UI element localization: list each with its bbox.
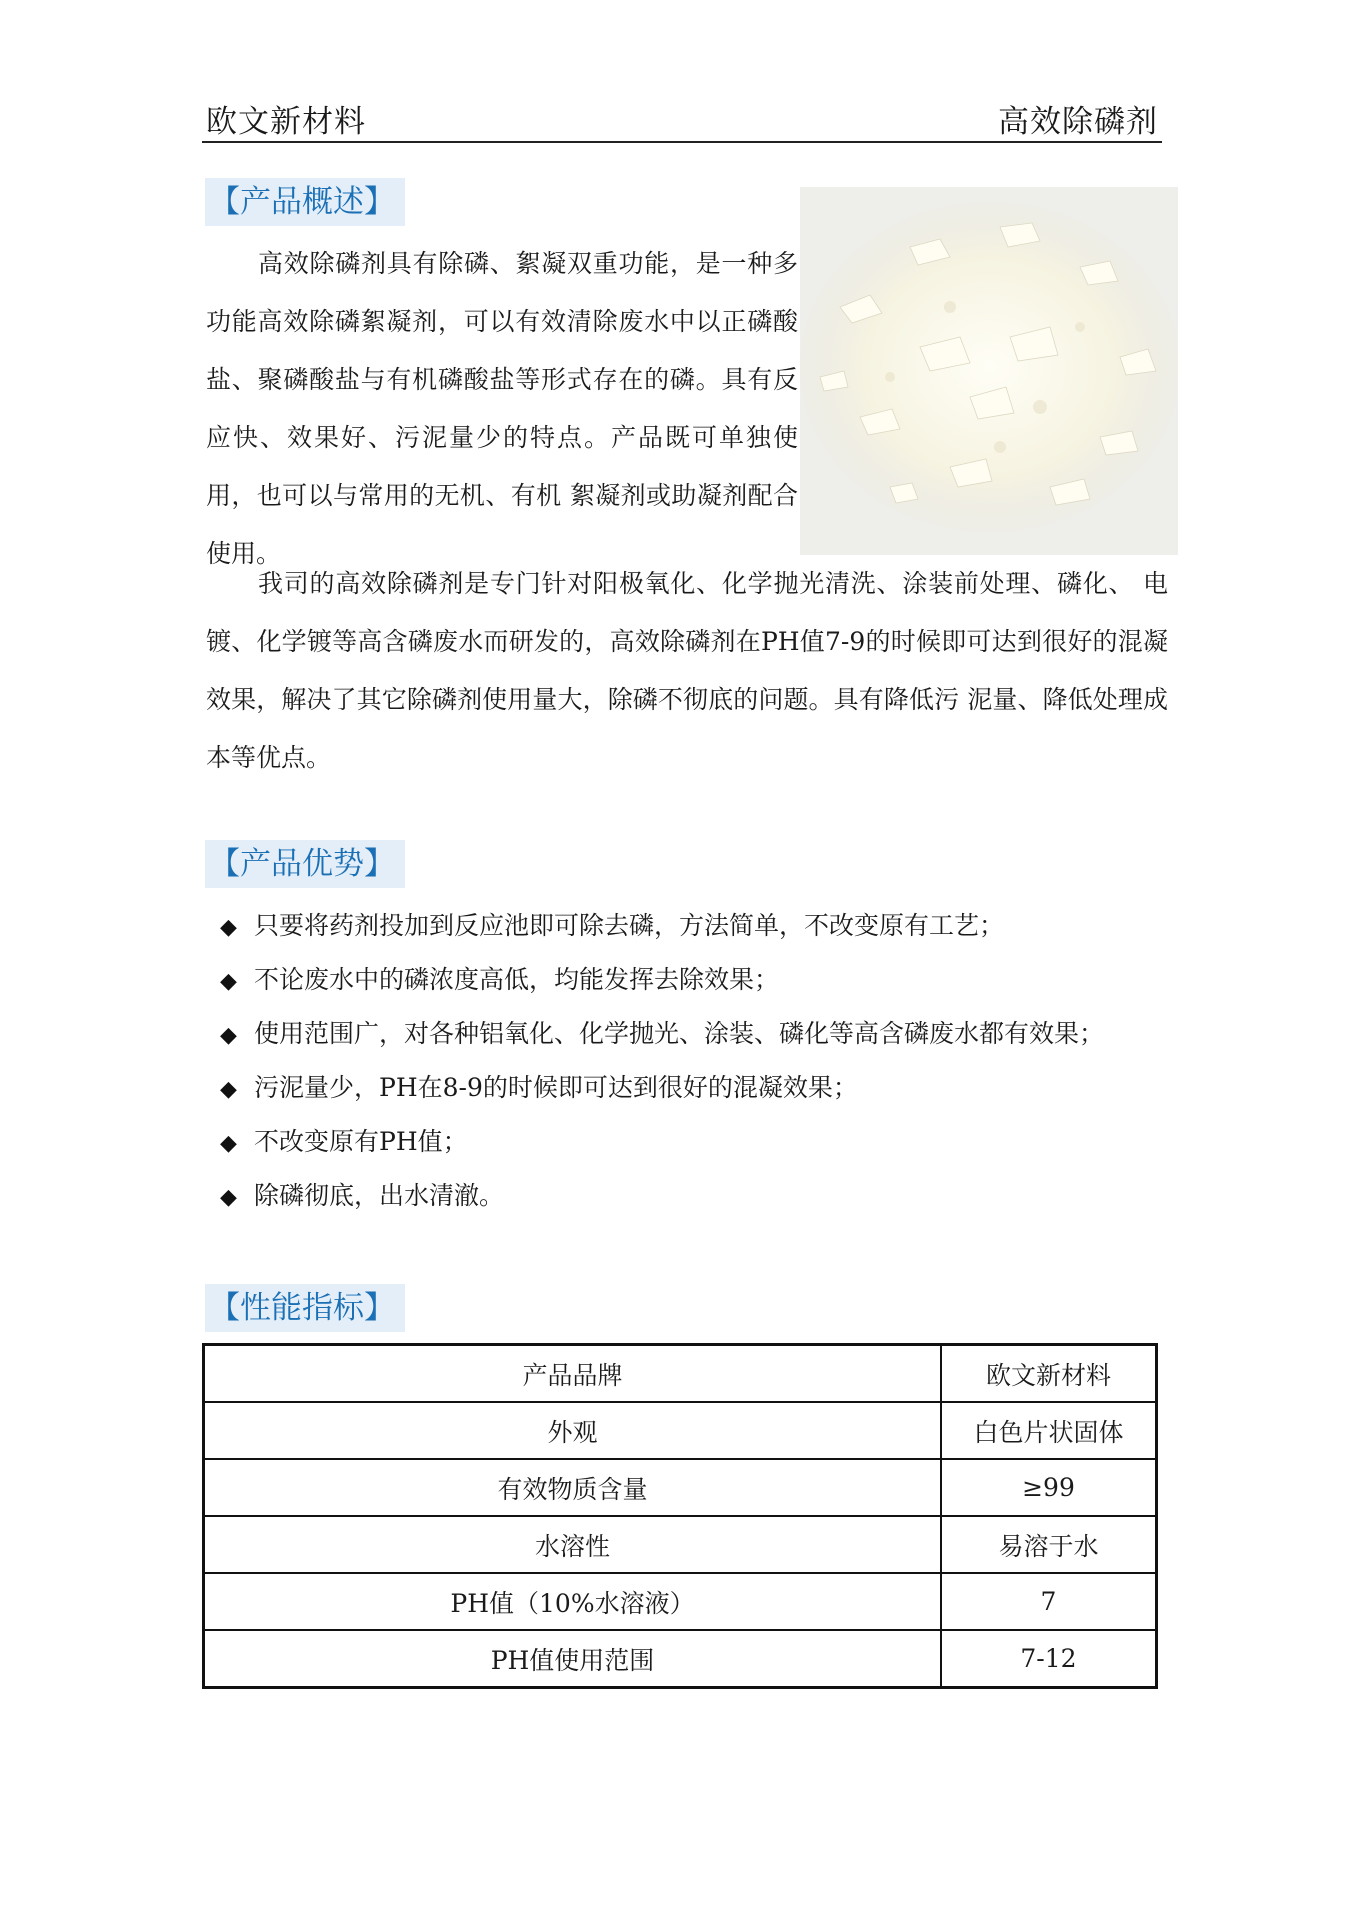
overview-paragraph-2: 我司的高效除磷剂是专门针对阳极氧化、化学抛光清洗、涂装前处理、磷化、 电镀、化学镀等高含磷废水而研发的，高效除磷剂在PH值7-9的时候即可达到很好的混凝效果，解决了其它除磷剂使用量大，除磷不彻底的问题。具有降低污 泥量、降低处理成本等优点。	[206, 569, 1168, 772]
table-row	[204, 1402, 1157, 1459]
white-flakes-image	[800, 187, 1178, 555]
spec-param: 外观	[204, 1402, 942, 1459]
spec-value: 易溶于水	[941, 1516, 1157, 1573]
spec-param: 有效物质含量	[204, 1459, 942, 1516]
spec-value: ≥99	[941, 1459, 1157, 1516]
spec-param: 产品品牌	[204, 1345, 942, 1403]
product-name: 高效除磷剂	[998, 104, 1158, 140]
list-item	[220, 1169, 1104, 1223]
advantage-text: 不改变原有PH值；	[254, 1127, 468, 1156]
specs-title: 【性能指标】	[205, 1284, 405, 1332]
spec-value: 欧文新材料	[941, 1345, 1157, 1403]
list-item	[220, 953, 1104, 1007]
list-item	[220, 1061, 1104, 1115]
table-row	[204, 1459, 1157, 1516]
spec-value: 白色片状固体	[941, 1402, 1157, 1459]
overview-title: 【产品概述】	[205, 178, 405, 226]
advantages-title: 【产品优势】	[205, 840, 405, 888]
header-divider	[202, 141, 1162, 143]
table-row	[204, 1516, 1157, 1573]
diamond-bullet-icon: ◆	[220, 1131, 237, 1156]
advantages-list	[220, 899, 1104, 1223]
advantage-text: 污泥量少，PH在8-9的时候即可达到很好的混凝效果；	[254, 1073, 858, 1102]
table-row	[204, 1345, 1157, 1403]
product-photo	[800, 187, 1178, 555]
diamond-bullet-icon: ◆	[220, 1023, 237, 1048]
spec-param: PH值使用范围	[204, 1630, 942, 1688]
spec-param: 水溶性	[204, 1516, 942, 1573]
diamond-bullet-icon: ◆	[220, 969, 237, 994]
advantage-text: 使用范围广，对各种铝氧化、化学抛光、涂装、磷化等高含磷废水都有效果；	[254, 1019, 1105, 1048]
table-row	[204, 1630, 1157, 1688]
diamond-bullet-icon: ◆	[220, 1077, 237, 1102]
specs-table	[202, 1343, 1158, 1689]
table-row	[204, 1573, 1157, 1630]
list-item	[220, 899, 1104, 953]
spec-value: 7	[941, 1573, 1157, 1630]
list-item	[220, 1007, 1104, 1061]
diamond-bullet-icon: ◆	[220, 915, 237, 940]
overview-paragraph-1: 高效除磷剂具有除磷、絮凝双重功能，是一种多功能高效除磷絮凝剂，可以有效清除废水中以正磷酸盐、聚磷酸盐与有机磷酸盐等形式存在的磷。具有反应快、效果好、污泥量少的特点。产品既可单独使用，也可以与常用的无机、有机 絮凝剂或助凝剂配合使用。	[206, 249, 798, 568]
spec-param: PH值（10%水溶液）	[204, 1573, 942, 1630]
company-name: 欧文新材料	[206, 104, 366, 140]
advantage-text: 只要将药剂投加到反应池即可除去磷，方法简单，不改变原有工艺；	[254, 911, 1005, 940]
diamond-bullet-icon: ◆	[220, 1185, 237, 1210]
advantage-text: 除磷彻底，出水清澈。	[254, 1181, 505, 1210]
list-item	[220, 1115, 1104, 1169]
spec-value: 7-12	[941, 1630, 1157, 1688]
advantage-text: 不论废水中的磷浓度高低，均能发挥去除效果；	[254, 965, 780, 994]
